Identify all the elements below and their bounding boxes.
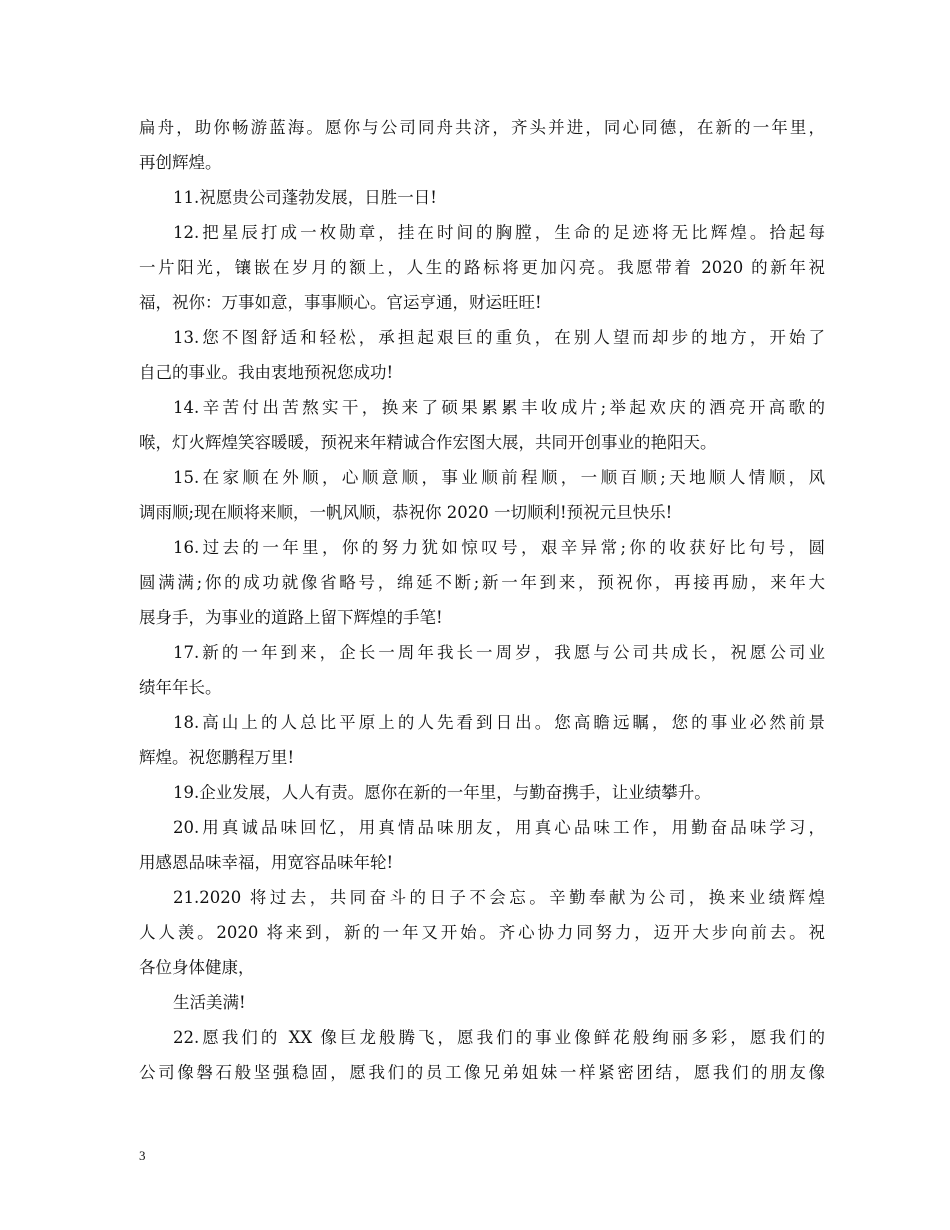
text-line: 15.在家顺在外顺，心顺意顺，事业顺前程顺，一顺百顺;天地顺人情顺，风 <box>173 468 825 487</box>
text-line: 扁舟，助你畅游蓝海。愿你与公司同舟共济，齐头并进，同心同德，在新的一年里， <box>139 118 825 137</box>
text-line: 一片阳光，镶嵌在岁月的额上，人生的路标将更加闪亮。我愿带着 2020 的新年祝 <box>139 258 825 277</box>
text-line: 各位身体健康， <box>139 958 255 977</box>
text-line: 辉煌。祝您鹏程万里! <box>139 748 295 767</box>
text-line: 20.用真诚品味回忆，用真情品味朋友，用真心品味工作，用勤奋品味学习， <box>173 818 825 837</box>
text-line: 21.2020 将过去，共同奋斗的日子不会忘。辛勤奉献为公司，换来业绩辉煌 <box>173 888 825 907</box>
text-line: 14.辛苦付出苦熬实干，换来了硕果累累丰收成片;举起欢庆的酒亮开高歌的 <box>173 398 825 417</box>
text-line: 17.新的一年到来，企长一周年我长一周岁，我愿与公司共成长，祝愿公司业 <box>173 643 825 662</box>
text-line: 13.您不图舒适和轻松，承担起艰巨的重负，在别人望而却步的地方，开始了 <box>173 328 825 347</box>
text-line: 12.把星辰打成一枚勋章，挂在时间的胸膛，生命的足迹将无比辉煌。拾起每 <box>173 223 825 242</box>
text-line: 19.企业发展，人人有责。愿你在新的一年里，与勤奋携手，让业绩攀升。 <box>173 783 711 802</box>
text-line: 16.过去的一年里，你的努力犹如惊叹号，艰辛异常;你的收获好比句号，圆 <box>173 538 825 557</box>
text-line: 福，祝你：万事如意，事事顺心。官运亨通，财运旺旺! <box>139 293 542 312</box>
text-line: 22.愿我们的 XX 像巨龙般腾飞，愿我们的事业像鲜花般绚丽多彩，愿我们的 <box>173 1028 825 1047</box>
text-line: 圆满满;你的成功就像省略号，绵延不断;新一年到来，预祝你，再接再励，来年大 <box>139 573 825 592</box>
text-line: 喉，灯火辉煌笑容暖暖，预祝来年精诚合作宏图大展，共同开创事业的艳阳天。 <box>139 433 717 452</box>
text-line: 用感恩品味幸福，用宽容品味年轮! <box>139 853 394 872</box>
page-number: 3 <box>139 1148 146 1163</box>
text-line: 11.祝愿贵公司蓬勃发展，日胜一日! <box>173 188 437 207</box>
text-line: 公司像磐石般坚强稳固，愿我们的员工像兄弟姐妹一样紧密团结，愿我们的朋友像 <box>139 1063 825 1082</box>
document-body <box>139 110 825 1090</box>
text-line: 绩年年长。 <box>139 678 222 697</box>
text-line: 调雨顺;现在顺将来顺，一帆风顺，恭祝你 2020 一切顺利!预祝元旦快乐! <box>139 503 673 522</box>
text-line: 人人羡。2020 将来到，新的一年又开始。齐心协力同努力，迈开大步向前去。祝 <box>139 923 825 942</box>
text-line: 再创辉煌。 <box>139 153 222 172</box>
text-line: 生活美满! <box>173 993 246 1012</box>
text-line: 展身手，为事业的道路上留下辉煌的手笔! <box>139 608 443 627</box>
text-line: 自己的事业。我由衷地预祝您成功! <box>139 363 394 382</box>
text-line: 18.高山上的人总比平原上的人先看到日出。您高瞻远瞩，您的事业必然前景 <box>173 713 825 732</box>
